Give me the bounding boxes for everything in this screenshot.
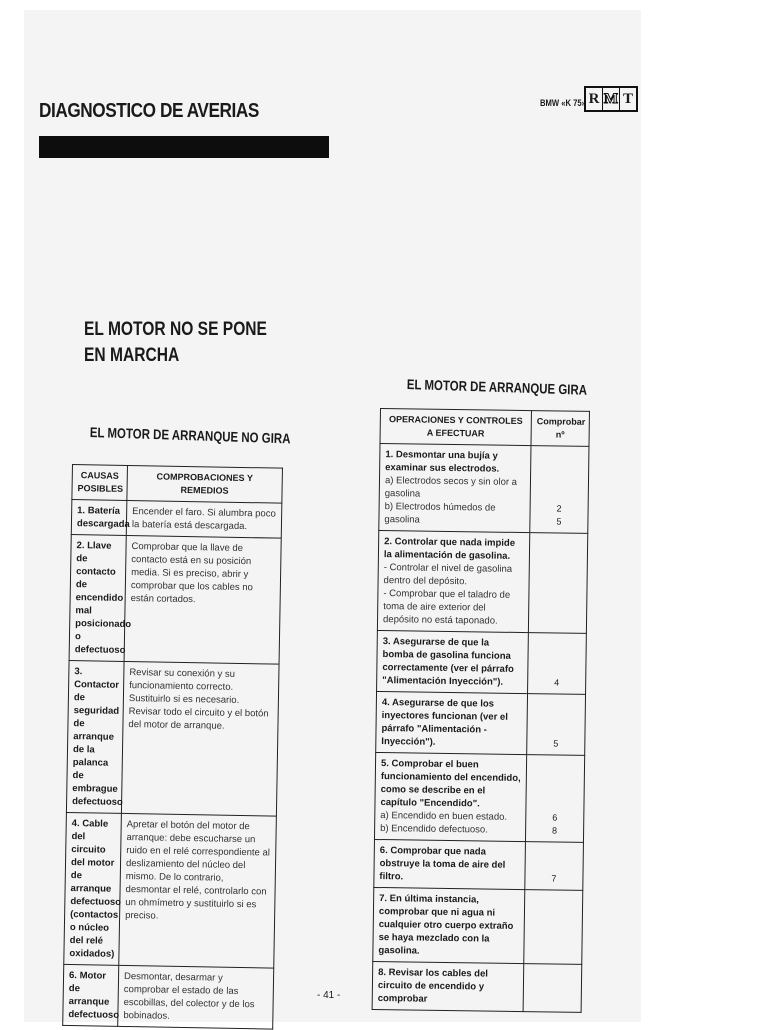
operation-cell xyxy=(377,630,529,693)
operation-cell xyxy=(372,961,524,1011)
header-operations: OPERACIONES Y CONTROLES A EFECTUAR xyxy=(380,409,531,446)
table-header-row xyxy=(72,465,283,504)
operation-lead: 5. Comprobar el buen funcionamiento del encendido, como se describe en el capítulo "Encendido". xyxy=(380,758,521,810)
check-cell xyxy=(525,755,584,843)
remedy-cell: Apretar el botón del motor de arranque: debe escucharse un ruido en el relé correspondiente al deslizamiento del núcleo del mismo. De lo contrario, desmontar el relé, controlarlo con un ohmímetro y sustituirlo si es preciso. xyxy=(119,813,277,968)
operation-lead: 4. Asegurarse de que los inyectores funcionan (ver el párrafo "Alimentación - Inyección"). xyxy=(381,697,508,748)
check-number: 6 xyxy=(552,812,558,823)
table-row xyxy=(373,887,583,964)
check-number: 5 xyxy=(556,516,562,527)
table-row xyxy=(374,839,584,890)
operation-cell xyxy=(374,839,526,889)
operation-lead: 3. Asegurarse de que la bomba de gasolina funciona correctamente (ver el párrafo "Alimentación Inyección"). xyxy=(382,636,514,688)
remedy-cell: Comprobar que la llave de contacto está en su posición media. Si es preciso, abrir y comprobar que los cables no están cortados. xyxy=(124,535,281,664)
remedy-cell: Revisar su conexión y su funcionamiento correcto. Sustituirlo si es necesario. Revisar todo el circuito y el botón del motor de arranque. xyxy=(121,661,279,816)
right-subtitle: EL MOTOR DE ARRANQUE GIRA xyxy=(406,376,588,398)
table-row xyxy=(377,530,587,633)
cause-cell: 4. Cable del circuito del motor de arranque defectuoso (contactos o núcleo del relé oxidados) xyxy=(64,812,122,965)
check-cell xyxy=(528,633,587,695)
title-underline-bar xyxy=(39,136,329,158)
operation-sub-item: - Comprobar que el taladro de toma de aire exterior del depósito no está taponado. xyxy=(382,588,511,627)
operation-sub-item: a) Encendido en buen estado. xyxy=(380,810,508,823)
operation-cell xyxy=(376,691,528,754)
cause-cell: 6. Motor de arranque defectuoso xyxy=(63,964,119,1026)
table-row xyxy=(374,752,584,842)
check-number: 2 xyxy=(556,503,562,514)
check-cell xyxy=(528,533,587,634)
brand-label: BMW «K 75» xyxy=(540,98,586,108)
causes-table xyxy=(62,464,283,1030)
cause-cell: 2. Llave de contacto de encendido mal posicionado o defectuoso xyxy=(69,534,126,661)
remedy-cell: Encender el faro. Si alumbra poco la batería está descargada. xyxy=(126,500,282,538)
check-number: 5 xyxy=(553,738,559,749)
table-row xyxy=(372,961,582,1012)
header-remedies: COMPROBACIONES Y REMEDIOS xyxy=(127,465,283,503)
cause-cell: 3. Contactor de seguridad de arranque de la palanca de embrague defectuoso xyxy=(66,660,124,813)
section-title-line2: EN MARCHA xyxy=(84,345,180,366)
table-row xyxy=(377,630,587,694)
check-cell xyxy=(524,890,583,965)
section-title-line1: EL MOTOR NO SE PONE xyxy=(84,319,267,340)
logo-letter-m: M xyxy=(603,88,620,110)
section-title xyxy=(84,317,267,369)
check-cell xyxy=(525,842,584,891)
operation-sub-item: a) Electrodos secos y sin olor a gasolina xyxy=(384,475,518,500)
operation-cell xyxy=(379,444,531,533)
operation-lead: 8. Revisar los cables del circuito de encendido y comprobar xyxy=(377,967,489,1005)
check-number: 8 xyxy=(552,825,558,836)
operation-sub-item: b) Encendido defectuoso. xyxy=(380,823,488,836)
table-row xyxy=(66,660,279,816)
operation-sub-item: b) Electrodos húmedos de gasolina xyxy=(384,501,496,526)
operation-sub-item: - Controlar el nivel de gasolina dentro del depósito. xyxy=(383,562,513,588)
operation-lead: 1. Desmontar una bujía y examinar sus electrodos. xyxy=(385,449,500,475)
table-row xyxy=(64,812,277,968)
operation-cell xyxy=(377,530,529,632)
rmt-logo xyxy=(584,86,638,112)
operation-lead: 6. Comprobar que nada obstruye la toma de aire del filtro. xyxy=(379,845,506,883)
table-row xyxy=(379,444,589,534)
page-title: DIAGNOSTICO DE AVERIAS xyxy=(39,100,259,122)
operation-cell xyxy=(374,752,526,841)
remedy-cell: Desmontar, desarmar y comprobar el estado de las escobillas, del colector y de los bobinados. xyxy=(118,965,274,1029)
operations-table xyxy=(372,408,590,1013)
check-number: 4 xyxy=(554,677,560,688)
check-number: 7 xyxy=(551,873,557,884)
table-row xyxy=(376,691,586,755)
table-row xyxy=(63,964,274,1029)
check-cell xyxy=(527,694,586,756)
operation-lead: 7. En última instancia, comprobar que ni agua ni cualquier otro cuerpo extraño se haya mezclado con la gasolina. xyxy=(378,893,514,957)
operation-lead: 2. Controlar que nada impide la alimentación de gasolina. xyxy=(383,536,516,562)
logo-letter-t: T xyxy=(622,90,633,107)
header-check: Comprobar nº xyxy=(531,411,589,447)
table-row xyxy=(69,534,281,664)
page-number: - 41 - xyxy=(317,990,341,1001)
cause-cell: 1. Batería descargada xyxy=(71,500,127,536)
header-causes: CAUSAS POSIBLES xyxy=(72,465,128,501)
operation-cell xyxy=(373,887,525,963)
logo-letter-r: R xyxy=(586,88,603,110)
table-row xyxy=(71,500,282,539)
check-cell xyxy=(530,446,589,534)
table-header-row xyxy=(380,409,589,447)
check-cell xyxy=(523,964,582,1013)
left-subtitle: EL MOTOR DE ARRANQUE NO GIRA xyxy=(89,424,291,447)
